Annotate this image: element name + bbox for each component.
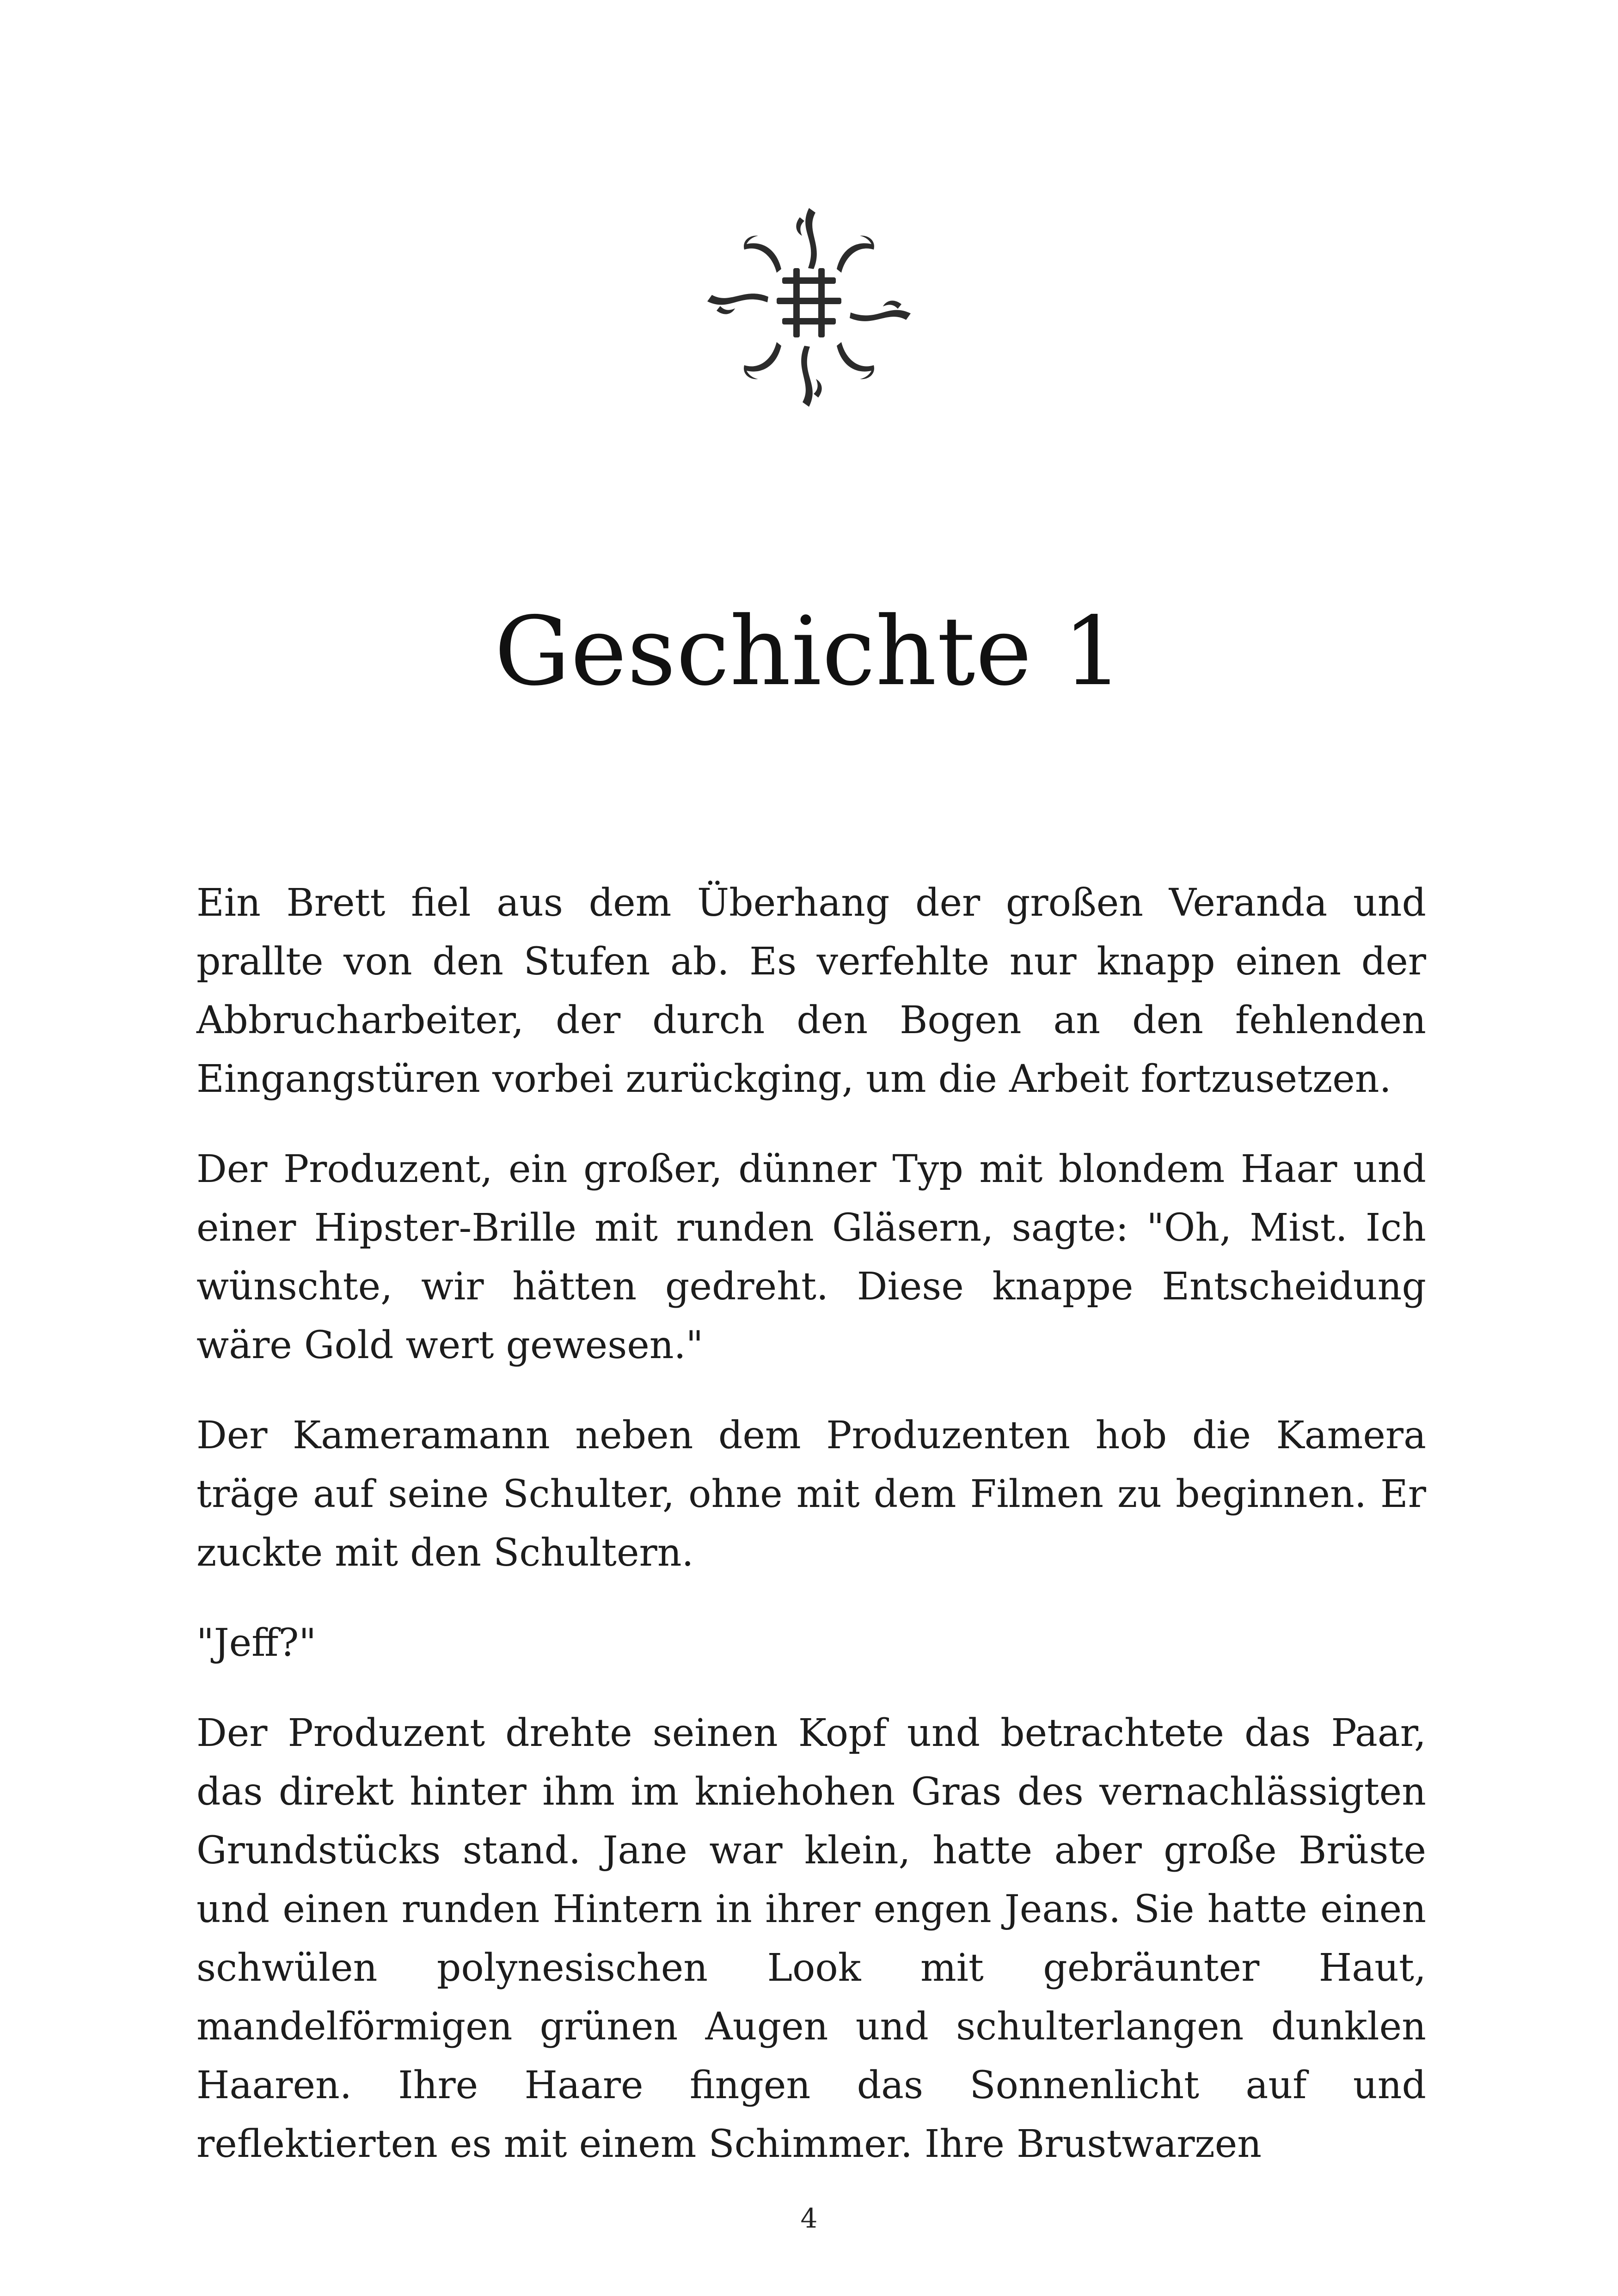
paragraph: Der Produzent drehte seinen Kopf und betrachtete das Paar, das direkt hinter ihm im kniehohen Gras des vernachlässigten Grundstücks stand. Jane war klein, hatte aber große Brüste und einen runden Hintern in ihrer engen Jeans. Sie hatte einen schwülen polynesischen Look mit gebräunter Haut, mandelförmigen grünen Augen und schulterlangen dunklen Haaren. Ihre Haare fingen das Sonnenlicht auf und reflektierten es mit einem Schimmer. Ihre Brustwarzen bbox=[196, 1711, 1426, 2166]
flourish-ornament-icon bbox=[703, 199, 915, 416]
paragraph: Ein Brett fiel aus dem Überhang der großen Veranda und prallte von den Stufen ab. Es verfehlte nur knapp einen der Abbrucharbeiter, der durch den Bogen an den fehlenden Eingangstüren vorbei zurückging, um die Arbeit fortzusetzen. bbox=[196, 881, 1426, 1101]
chapter-title: Geschichte 1 bbox=[494, 597, 1124, 707]
page-number: 4 bbox=[800, 2203, 818, 2234]
paragraph: "Jeff?" bbox=[196, 1621, 317, 1665]
paragraph: Der Kameramann neben dem Produzenten hob die Kamera träge auf seine Schulter, ohne mit dem Filmen zu beginnen. Er zuckte mit den Schultern. bbox=[196, 1414, 1426, 1575]
paragraph: Der Produzent, ein großer, dünner Typ mit blondem Haar und einer Hipster-Brille mit runden Gläsern, sagte: "Oh, Mist. Ich wünschte, wir hätten gedreht. Diese knappe Entscheidung wäre Gold wert gewesen." bbox=[196, 1147, 1426, 1367]
chapter-body bbox=[196, 874, 1426, 2205]
